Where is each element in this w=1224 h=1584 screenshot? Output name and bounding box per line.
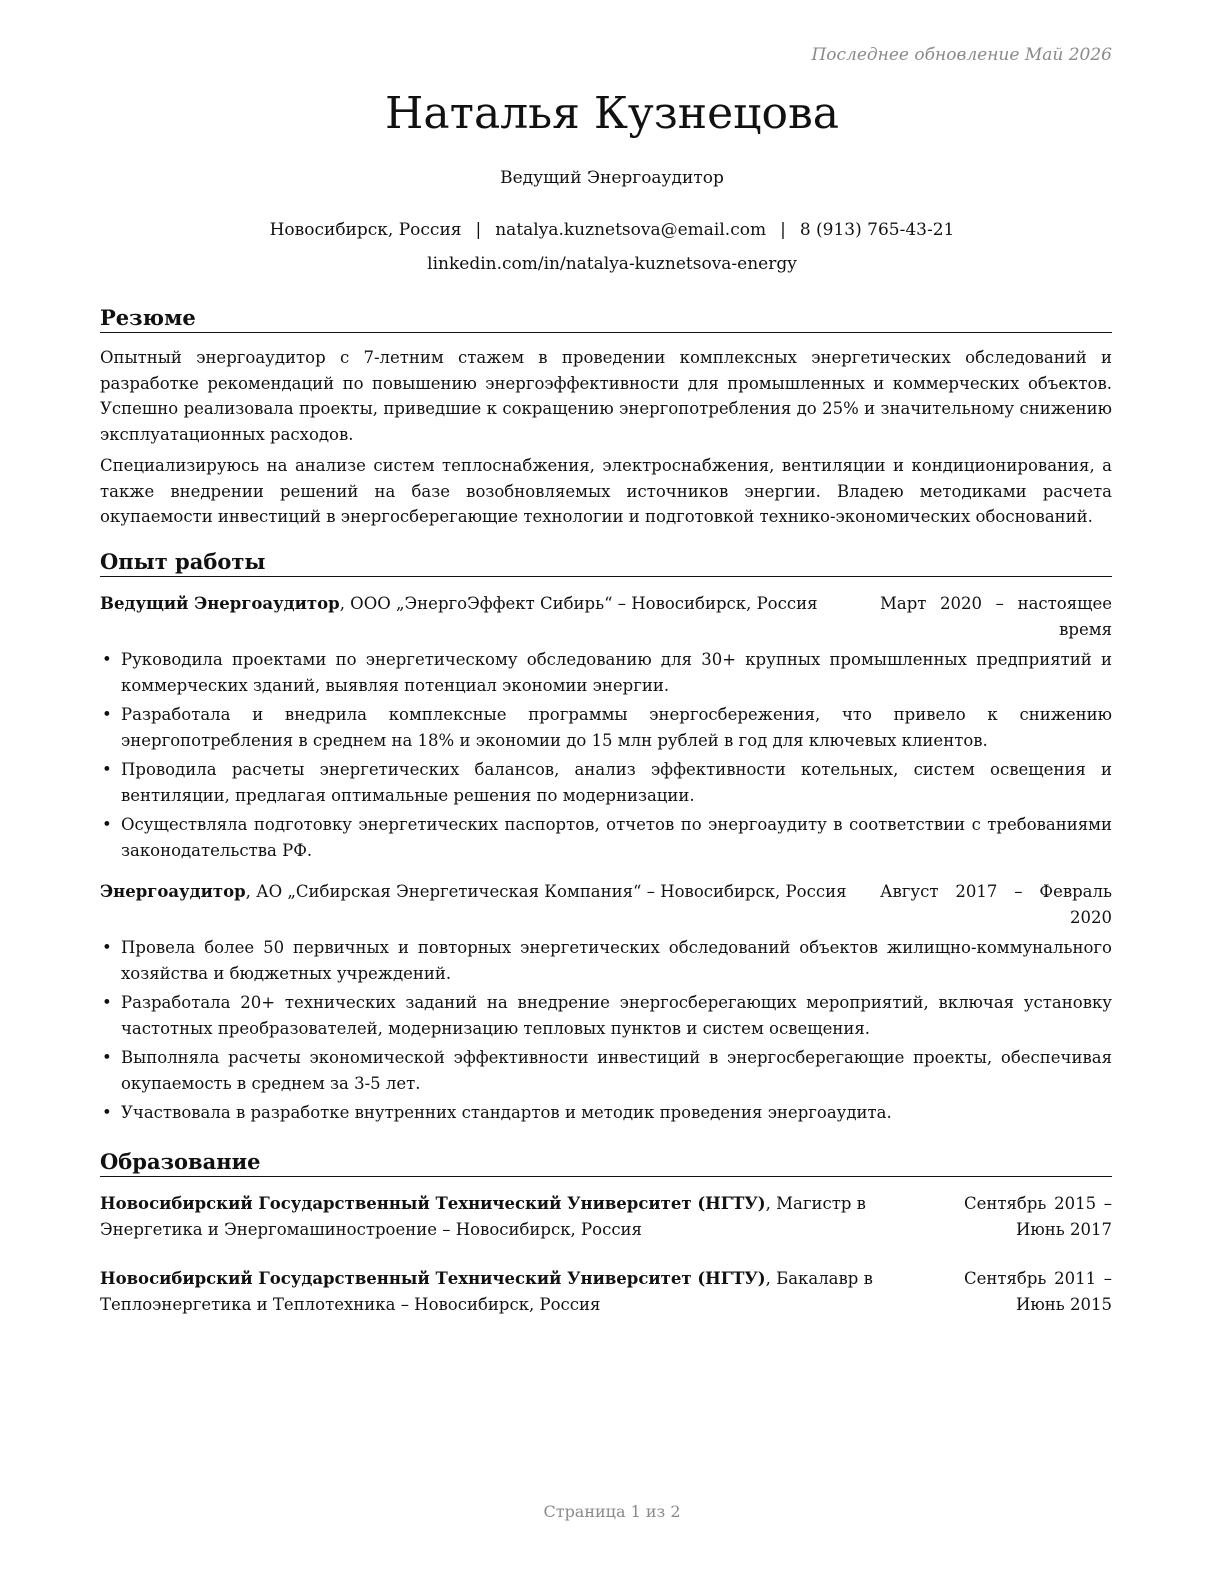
education-dates: Сентябрь 2011 – Июнь 2015: [964, 1269, 1112, 1314]
list-item: • Разработала и внедрила комплексные программы энергосбережения, что привело к снижению энергопотребления в среднем на 18% и экономии до 15 млн рублей в год для ключевых клиентов.: [100, 702, 1112, 753]
job-entry: [100, 591, 1112, 863]
job-entry: [100, 879, 1112, 1126]
job-header: [100, 591, 1112, 642]
list-item: • Провела более 50 первичных и повторных энергетических обследований объектов жилищно-коммунального хозяйства и бюджетных учреждений.: [100, 935, 1112, 986]
section-title-summary: Резюме: [100, 305, 1112, 333]
summary-paragraph: Специализируюсь на анализе систем теплоснабжения, электроснабжения, вентиляции и кондиционирования, а также внедрении решений на базе возобновляемых источников энергии. Владею методиками расчета окупаемости инвестиций в энергосберегающие технологии и подготовкой технико-экономических обоснований.: [100, 456, 1112, 526]
job-headline: Ведущий Энергоаудитор: [500, 168, 724, 188]
contact-separator: |: [780, 220, 786, 240]
summary-section: [100, 305, 1112, 530]
experience-section: [100, 549, 1112, 1130]
last-updated: Последнее обновление Май 2026: [811, 45, 1112, 65]
list-item: • Разработала 20+ технических заданий на внедрение энергосберегающих мероприятий, включая установку частотных преобразователей, модернизацию тепловых пунктов и систем освещения.: [100, 990, 1112, 1041]
linkedin-link[interactable]: linkedin.com/in/natalya-kuznetsova-energy: [427, 254, 797, 274]
contact-city: Новосибирск, Россия: [269, 220, 462, 240]
list-item: • Руководила проектами по энергетическому обследованию для 30+ крупных промышленных предприятий и коммерческих зданий, выявляя потенциал экономии энергии.: [100, 647, 1112, 698]
job-header: [100, 879, 1112, 930]
job-role: Энергоаудитор: [100, 882, 246, 901]
education-entry: [100, 1191, 1112, 1242]
job-dates: Март 2020 – настоящее время: [880, 594, 1112, 639]
list-item: • Участвовала в разработке внутренних стандартов и методик проведения энергоаудита.: [100, 1100, 1112, 1126]
contact-email[interactable]: natalya.kuznetsova@email.com: [495, 220, 767, 240]
section-title-education: Образование: [100, 1149, 1112, 1177]
contact-line: [0, 220, 1224, 240]
school-name: Новосибирский Государственный Технический Университет (НГТУ): [100, 1269, 766, 1288]
job-bullets: [100, 647, 1112, 863]
contact-separator: |: [475, 220, 482, 240]
education-dates: Сентябрь 2015 – Июнь 2017: [964, 1194, 1112, 1239]
education-section: [100, 1149, 1112, 1317]
section-title-experience: Опыт работы: [100, 549, 1112, 577]
degree-info: , Магистр в Энергетика и Энергомашиностроение – Новосибирск, Россия: [100, 1194, 866, 1239]
education-entry: [100, 1266, 1112, 1317]
contact-phone: 8 (913) 765-43-21: [799, 220, 955, 240]
list-item: • Осуществляла подготовку энергетических паспортов, отчетов по энергоаудиту в соответствии с требованиями законодательства РФ.: [100, 812, 1112, 863]
job-org: , ООО „ЭнергоЭффект Сибирь“ – Новосибирск, Россия: [339, 594, 818, 613]
page-number: Страница 1 из 2: [543, 1502, 681, 1521]
list-item: • Проводила расчеты энергетических балансов, анализ эффективности котельных, систем освещения и вентиляции, предлагая оптимальные решения по модернизации.: [100, 757, 1112, 808]
list-item: • Выполняла расчеты экономической эффективности инвестиций в энергосберегающие проекты, обеспечивая окупаемость в среднем за 3-5 лет.: [100, 1045, 1112, 1096]
degree-info: , Бакалавр в Теплоэнергетика и Теплотехника – Новосибирск, Россия: [100, 1269, 873, 1314]
candidate-name: Наталья Кузнецова: [385, 88, 839, 139]
summary-paragraph: Опытный энергоаудитор с 7-летним стажем в проведении комплексных энергетических обследований и разработке рекомендаций по повышению энергоэффективности для промышленных и коммерческих объектов. Успешно реализовала проекты, приведшие к сокращению энергопотребления до 25% и значительному снижению эксплуатационных расходов.: [100, 348, 1112, 444]
job-bullets: [100, 935, 1112, 1126]
school-name: Новосибирский Государственный Технический Университет (НГТУ): [100, 1194, 766, 1213]
job-dates: Август 2017 – Февраль 2020: [880, 882, 1112, 927]
job-role: Ведущий Энергоаудитор: [100, 594, 340, 613]
job-org: , АО „Сибирская Энергетическая Компания“ – Новосибирск, Россия: [245, 882, 847, 901]
